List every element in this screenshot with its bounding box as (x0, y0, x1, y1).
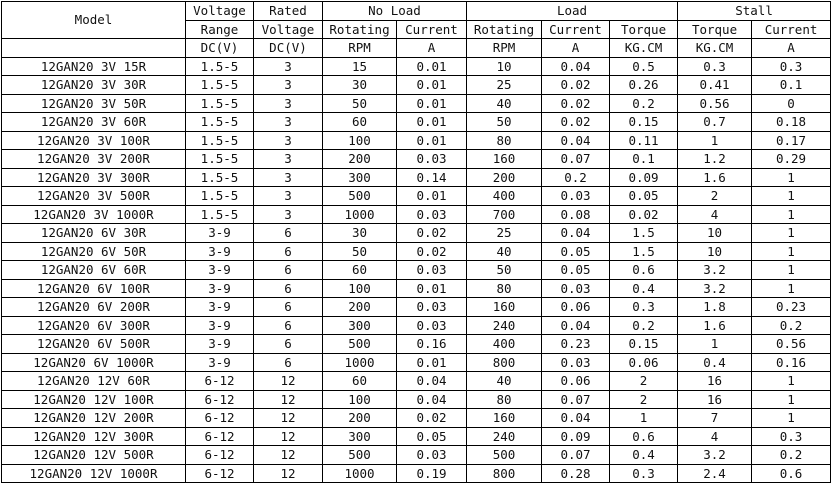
table-row (2, 261, 831, 280)
cell-stall-current: 0.1 (752, 76, 831, 95)
cell-load-rpm: 400 (467, 187, 542, 206)
header-rated-voltage-line1: Rated (254, 2, 323, 21)
cell-stall-torque: 1.8 (678, 298, 752, 317)
cell-voltage-range: 1.5-5 (186, 94, 254, 113)
cell-rated-voltage: 12 (254, 390, 323, 409)
cell-load-current: 0.09 (542, 427, 610, 446)
cell-rated-voltage: 6 (254, 298, 323, 317)
cell-voltage-range: 3-9 (186, 335, 254, 354)
cell-load-rpm: 50 (467, 113, 542, 132)
cell-no-load-rpm: 200 (323, 409, 397, 428)
cell-no-load-rpm: 60 (323, 113, 397, 132)
cell-load-torque: 0.02 (610, 205, 678, 224)
cell-stall-torque: 1.6 (678, 316, 752, 335)
cell-rated-voltage: 3 (254, 57, 323, 76)
cell-no-load-current: 0.16 (397, 335, 467, 354)
cell-no-load-rpm: 100 (323, 131, 397, 150)
cell-load-torque: 2 (610, 390, 678, 409)
header-load-current: Current (542, 20, 610, 39)
cell-load-torque: 1 (610, 409, 678, 428)
cell-stall-torque: 0.7 (678, 113, 752, 132)
cell-voltage-range: 6-12 (186, 390, 254, 409)
cell-no-load-rpm: 50 (323, 94, 397, 113)
cell-voltage-range: 6-12 (186, 446, 254, 465)
cell-rated-voltage: 3 (254, 76, 323, 95)
cell-load-current: 0.03 (542, 279, 610, 298)
cell-stall-torque: 0.3 (678, 57, 752, 76)
cell-load-rpm: 160 (467, 409, 542, 428)
cell-no-load-current: 0.01 (397, 353, 467, 372)
cell-no-load-rpm: 60 (323, 261, 397, 280)
cell-stall-torque: 1.2 (678, 150, 752, 169)
cell-no-load-current: 0.03 (397, 446, 467, 465)
cell-no-load-rpm: 60 (323, 372, 397, 391)
cell-load-current: 0.07 (542, 150, 610, 169)
cell-voltage-range: 6-12 (186, 372, 254, 391)
cell-load-torque: 0.3 (610, 464, 678, 483)
header-stall-torque: Torque (678, 20, 752, 39)
cell-voltage-range: 1.5-5 (186, 187, 254, 206)
cell-load-current: 0.08 (542, 205, 610, 224)
cell-load-rpm: 700 (467, 205, 542, 224)
cell-rated-voltage: 6 (254, 335, 323, 354)
header-no-load: No Load (323, 2, 467, 21)
cell-rated-voltage: 6 (254, 316, 323, 335)
header-voltage-range-line1: Voltage (186, 2, 254, 21)
cell-rated-voltage: 6 (254, 261, 323, 280)
table-row (2, 187, 831, 206)
table-row (2, 94, 831, 113)
cell-load-current: 0.04 (542, 131, 610, 150)
cell-no-load-current: 0.04 (397, 372, 467, 391)
table-row (2, 409, 831, 428)
cell-load-torque: 0.09 (610, 168, 678, 187)
cell-voltage-range: 1.5-5 (186, 168, 254, 187)
unit-stall-torque: KG.CM (678, 39, 752, 58)
cell-voltage-range: 3-9 (186, 298, 254, 317)
cell-stall-current: 1 (752, 390, 831, 409)
cell-no-load-rpm: 30 (323, 76, 397, 95)
cell-stall-torque: 3.2 (678, 446, 752, 465)
cell-stall-torque: 10 (678, 224, 752, 243)
cell-load-current: 0.04 (542, 57, 610, 76)
cell-voltage-range: 1.5-5 (186, 76, 254, 95)
cell-no-load-current: 0.03 (397, 298, 467, 317)
cell-no-load-rpm: 300 (323, 316, 397, 335)
cell-voltage-range: 1.5-5 (186, 131, 254, 150)
cell-no-load-rpm: 500 (323, 446, 397, 465)
cell-voltage-range: 3-9 (186, 316, 254, 335)
cell-stall-torque: 2 (678, 187, 752, 206)
cell-load-torque: 0.05 (610, 187, 678, 206)
cell-no-load-rpm: 100 (323, 279, 397, 298)
cell-load-rpm: 10 (467, 57, 542, 76)
cell-rated-voltage: 3 (254, 113, 323, 132)
cell-voltage-range: 6-12 (186, 427, 254, 446)
cell-stall-current: 1 (752, 242, 831, 261)
cell-load-current: 0.02 (542, 94, 610, 113)
cell-model: 12GAN20 3V 500R (2, 187, 186, 206)
cell-no-load-current: 0.04 (397, 390, 467, 409)
cell-no-load-current: 0.14 (397, 168, 467, 187)
cell-stall-current: 1 (752, 279, 831, 298)
table-row (2, 464, 831, 483)
cell-load-torque: 0.4 (610, 446, 678, 465)
table-row (2, 131, 831, 150)
table-header (2, 2, 831, 58)
cell-stall-torque: 4 (678, 205, 752, 224)
unit-rated-voltage: DC(V) (254, 39, 323, 58)
cell-model: 12GAN20 6V 200R (2, 298, 186, 317)
unit-stall-current: A (752, 39, 831, 58)
unit-no-load-current: A (397, 39, 467, 58)
cell-no-load-current: 0.03 (397, 150, 467, 169)
table-row (2, 372, 831, 391)
cell-voltage-range: 3-9 (186, 279, 254, 298)
cell-stall-current: 1 (752, 168, 831, 187)
cell-model: 12GAN20 12V 300R (2, 427, 186, 446)
cell-load-torque: 1.5 (610, 242, 678, 261)
cell-no-load-current: 0.03 (397, 316, 467, 335)
cell-load-rpm: 80 (467, 390, 542, 409)
cell-stall-current: 0.16 (752, 353, 831, 372)
cell-load-torque: 2 (610, 372, 678, 391)
cell-no-load-current: 0.01 (397, 187, 467, 206)
cell-stall-current: 0.2 (752, 446, 831, 465)
cell-rated-voltage: 6 (254, 353, 323, 372)
cell-no-load-current: 0.03 (397, 205, 467, 224)
cell-model: 12GAN20 3V 200R (2, 150, 186, 169)
cell-model: 12GAN20 12V 500R (2, 446, 186, 465)
cell-no-load-rpm: 1000 (323, 205, 397, 224)
cell-no-load-current: 0.19 (397, 464, 467, 483)
cell-load-torque: 0.15 (610, 113, 678, 132)
cell-no-load-rpm: 50 (323, 242, 397, 261)
cell-model: 12GAN20 3V 1000R (2, 205, 186, 224)
cell-model: 12GAN20 6V 30R (2, 224, 186, 243)
cell-rated-voltage: 3 (254, 205, 323, 224)
cell-load-rpm: 500 (467, 446, 542, 465)
cell-stall-current: 1 (752, 372, 831, 391)
table-row (2, 279, 831, 298)
cell-model: 12GAN20 3V 15R (2, 57, 186, 76)
cell-rated-voltage: 6 (254, 224, 323, 243)
header-no-load-current: Current (397, 20, 467, 39)
cell-load-torque: 0.11 (610, 131, 678, 150)
cell-stall-current: 0 (752, 94, 831, 113)
cell-load-torque: 0.6 (610, 427, 678, 446)
cell-stall-torque: 1 (678, 131, 752, 150)
table-row (2, 205, 831, 224)
cell-rated-voltage: 12 (254, 427, 323, 446)
cell-voltage-range: 1.5-5 (186, 113, 254, 132)
cell-rated-voltage: 6 (254, 279, 323, 298)
unit-load-torque: KG.CM (610, 39, 678, 58)
cell-stall-current: 0.29 (752, 150, 831, 169)
table-row (2, 316, 831, 335)
cell-load-current: 0.07 (542, 446, 610, 465)
cell-stall-torque: 0.41 (678, 76, 752, 95)
cell-rated-voltage: 12 (254, 464, 323, 483)
cell-load-current: 0.05 (542, 261, 610, 280)
cell-model: 12GAN20 6V 500R (2, 335, 186, 354)
cell-no-load-current: 0.02 (397, 242, 467, 261)
table-row (2, 335, 831, 354)
table-row (2, 76, 831, 95)
cell-load-torque: 0.1 (610, 150, 678, 169)
cell-stall-current: 0.18 (752, 113, 831, 132)
cell-load-rpm: 240 (467, 427, 542, 446)
cell-no-load-current: 0.01 (397, 57, 467, 76)
cell-model: 12GAN20 3V 60R (2, 113, 186, 132)
cell-no-load-rpm: 300 (323, 427, 397, 446)
cell-rated-voltage: 12 (254, 446, 323, 465)
cell-load-rpm: 800 (467, 353, 542, 372)
cell-load-current: 0.06 (542, 298, 610, 317)
cell-model: 12GAN20 12V 200R (2, 409, 186, 428)
cell-load-torque: 0.6 (610, 261, 678, 280)
cell-load-current: 0.2 (542, 168, 610, 187)
header-voltage-range-line2: Range (186, 20, 254, 39)
cell-load-rpm: 160 (467, 298, 542, 317)
cell-no-load-rpm: 200 (323, 150, 397, 169)
cell-stall-current: 0.2 (752, 316, 831, 335)
cell-rated-voltage: 3 (254, 131, 323, 150)
cell-no-load-current: 0.01 (397, 131, 467, 150)
cell-no-load-current: 0.01 (397, 279, 467, 298)
unit-no-load-rpm: RPM (323, 39, 397, 58)
cell-no-load-rpm: 1000 (323, 464, 397, 483)
cell-load-current: 0.04 (542, 409, 610, 428)
cell-no-load-rpm: 15 (323, 57, 397, 76)
cell-load-torque: 0.15 (610, 335, 678, 354)
table-row (2, 427, 831, 446)
cell-stall-torque: 0.4 (678, 353, 752, 372)
cell-load-rpm: 40 (467, 372, 542, 391)
cell-load-current: 0.28 (542, 464, 610, 483)
cell-stall-torque: 1.6 (678, 168, 752, 187)
cell-rated-voltage: 6 (254, 242, 323, 261)
cell-load-current: 0.04 (542, 316, 610, 335)
cell-no-load-current: 0.02 (397, 409, 467, 428)
unit-voltage-range: DC(V) (186, 39, 254, 58)
cell-voltage-range: 6-12 (186, 409, 254, 428)
cell-load-current: 0.23 (542, 335, 610, 354)
cell-no-load-rpm: 300 (323, 168, 397, 187)
cell-no-load-rpm: 500 (323, 187, 397, 206)
cell-model: 12GAN20 12V 100R (2, 390, 186, 409)
table-row (2, 242, 831, 261)
table-row (2, 113, 831, 132)
cell-voltage-range: 1.5-5 (186, 150, 254, 169)
cell-stall-torque: 3.2 (678, 261, 752, 280)
cell-load-rpm: 240 (467, 316, 542, 335)
cell-rated-voltage: 12 (254, 372, 323, 391)
cell-stall-current: 0.17 (752, 131, 831, 150)
cell-load-torque: 1.5 (610, 224, 678, 243)
header-load: Load (467, 2, 678, 21)
cell-stall-current: 1 (752, 224, 831, 243)
cell-voltage-range: 3-9 (186, 224, 254, 243)
cell-stall-torque: 10 (678, 242, 752, 261)
cell-no-load-current: 0.01 (397, 113, 467, 132)
cell-stall-torque: 1 (678, 335, 752, 354)
table-row (2, 168, 831, 187)
header-stall-current: Current (752, 20, 831, 39)
table-row (2, 224, 831, 243)
cell-no-load-current: 0.05 (397, 427, 467, 446)
cell-load-rpm: 40 (467, 242, 542, 261)
table-row (2, 150, 831, 169)
cell-load-rpm: 80 (467, 279, 542, 298)
cell-load-rpm: 400 (467, 335, 542, 354)
cell-model: 12GAN20 12V 60R (2, 372, 186, 391)
cell-stall-torque: 0.56 (678, 94, 752, 113)
header-stall: Stall (678, 2, 831, 21)
cell-stall-torque: 16 (678, 390, 752, 409)
header-model: Model (2, 2, 186, 39)
table-row (2, 298, 831, 317)
header-no-load-rotating: Rotating (323, 20, 397, 39)
cell-model: 12GAN20 6V 100R (2, 279, 186, 298)
cell-stall-current: 0.56 (752, 335, 831, 354)
cell-load-current: 0.05 (542, 242, 610, 261)
cell-no-load-current: 0.01 (397, 76, 467, 95)
cell-stall-current: 1 (752, 261, 831, 280)
cell-rated-voltage: 3 (254, 168, 323, 187)
cell-stall-torque: 2.4 (678, 464, 752, 483)
header-load-torque: Torque (610, 20, 678, 39)
cell-load-rpm: 25 (467, 76, 542, 95)
cell-no-load-current: 0.03 (397, 261, 467, 280)
cell-no-load-rpm: 500 (323, 335, 397, 354)
cell-load-torque: 0.2 (610, 316, 678, 335)
header-load-rotating: Rotating (467, 20, 542, 39)
cell-load-torque: 0.5 (610, 57, 678, 76)
cell-stall-torque: 4 (678, 427, 752, 446)
cell-no-load-rpm: 100 (323, 390, 397, 409)
cell-voltage-range: 1.5-5 (186, 57, 254, 76)
cell-stall-torque: 7 (678, 409, 752, 428)
cell-load-current: 0.03 (542, 187, 610, 206)
cell-stall-current: 1 (752, 205, 831, 224)
unit-load-current: A (542, 39, 610, 58)
cell-load-rpm: 160 (467, 150, 542, 169)
cell-voltage-range: 3-9 (186, 261, 254, 280)
cell-model: 12GAN20 6V 50R (2, 242, 186, 261)
cell-no-load-current: 0.02 (397, 224, 467, 243)
cell-load-current: 0.06 (542, 372, 610, 391)
cell-load-torque: 0.3 (610, 298, 678, 317)
cell-voltage-range: 1.5-5 (186, 205, 254, 224)
units-row-blank (2, 39, 186, 58)
cell-stall-torque: 16 (678, 372, 752, 391)
cell-model: 12GAN20 3V 30R (2, 76, 186, 95)
cell-load-rpm: 200 (467, 168, 542, 187)
cell-no-load-rpm: 1000 (323, 353, 397, 372)
cell-no-load-current: 0.01 (397, 94, 467, 113)
cell-load-current: 0.02 (542, 113, 610, 132)
cell-load-torque: 0.26 (610, 76, 678, 95)
cell-voltage-range: 3-9 (186, 242, 254, 261)
cell-model: 12GAN20 3V 300R (2, 168, 186, 187)
cell-stall-torque: 3.2 (678, 279, 752, 298)
header-rated-voltage-line2: Voltage (254, 20, 323, 39)
cell-model: 12GAN20 6V 60R (2, 261, 186, 280)
cell-stall-current: 0.3 (752, 57, 831, 76)
unit-load-rpm: RPM (467, 39, 542, 58)
cell-load-rpm: 50 (467, 261, 542, 280)
table-row (2, 446, 831, 465)
cell-load-current: 0.02 (542, 76, 610, 95)
cell-load-current: 0.03 (542, 353, 610, 372)
cell-stall-current: 1 (752, 187, 831, 206)
cell-model: 12GAN20 6V 300R (2, 316, 186, 335)
cell-voltage-range: 3-9 (186, 353, 254, 372)
cell-voltage-range: 6-12 (186, 464, 254, 483)
cell-stall-current: 0.3 (752, 427, 831, 446)
cell-no-load-rpm: 30 (323, 224, 397, 243)
cell-model: 12GAN20 3V 50R (2, 94, 186, 113)
cell-model: 12GAN20 6V 1000R (2, 353, 186, 372)
cell-load-rpm: 40 (467, 94, 542, 113)
table-row (2, 57, 831, 76)
cell-model: 12GAN20 3V 100R (2, 131, 186, 150)
motor-spec-table (1, 1, 831, 483)
cell-rated-voltage: 3 (254, 150, 323, 169)
cell-stall-current: 1 (752, 409, 831, 428)
cell-stall-current: 0.23 (752, 298, 831, 317)
cell-load-current: 0.07 (542, 390, 610, 409)
cell-model: 12GAN20 12V 1000R (2, 464, 186, 483)
cell-rated-voltage: 12 (254, 409, 323, 428)
cell-rated-voltage: 3 (254, 187, 323, 206)
cell-stall-current: 0.6 (752, 464, 831, 483)
cell-load-torque: 0.2 (610, 94, 678, 113)
cell-load-rpm: 80 (467, 131, 542, 150)
table-row (2, 353, 831, 372)
cell-no-load-rpm: 200 (323, 298, 397, 317)
cell-load-torque: 0.06 (610, 353, 678, 372)
cell-load-torque: 0.4 (610, 279, 678, 298)
cell-load-rpm: 25 (467, 224, 542, 243)
table-body (2, 57, 831, 483)
table-row (2, 390, 831, 409)
cell-load-rpm: 800 (467, 464, 542, 483)
cell-load-current: 0.04 (542, 224, 610, 243)
cell-rated-voltage: 3 (254, 94, 323, 113)
